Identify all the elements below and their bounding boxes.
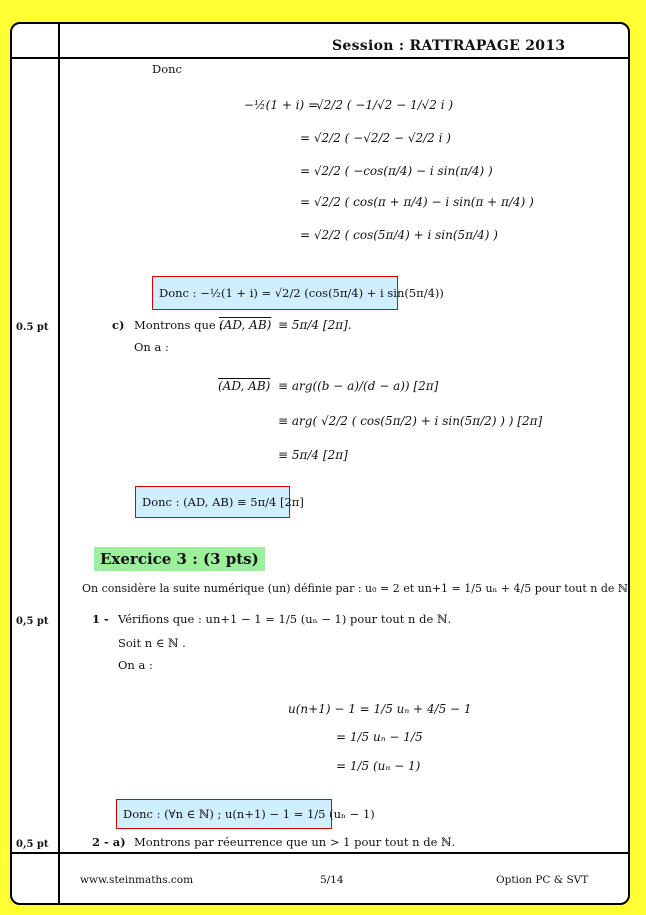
arg-row1: ≡ arg((b − a)/(d − a)) [2π]	[278, 379, 439, 393]
q1-text: Vérifions que : un+1 − 1 = 1/5 (uₙ − 1) pour tout n de ℕ.	[118, 612, 452, 626]
points-q1: 0,5 pt	[16, 616, 49, 627]
points-q2: 0,5 pt	[16, 839, 49, 850]
arg-lhs: (AD, AB)	[218, 379, 271, 393]
q2-text: Montrons par réeurrence que un > 1 pour tout n de ℕ.	[134, 835, 456, 849]
result-box-2: Donc : (AD, AB) ≡ 5π/4 [2π]	[135, 486, 290, 518]
c-text: Montrons que :	[134, 318, 224, 332]
result-box-1: Donc : −½(1 + i) = √2/2 (cos(5π/4) + i sin(5π/4))	[152, 276, 398, 310]
footer-divider	[12, 852, 628, 854]
eq1-row4: = √2/2 ( cos(π + π/4) − i sin(π + π/4) )	[300, 195, 534, 209]
exercise-title: Exercice 3 : (3 pts)	[94, 547, 265, 571]
points-c: 0.5 pt	[16, 322, 49, 333]
seq-row3: = 1/5 (uₙ − 1)	[336, 759, 421, 773]
seq-row2: = 1/5 uₙ − 1/5	[336, 730, 423, 744]
c-rhs: ≡ 5π/4 [2π].	[278, 318, 352, 332]
margin-divider	[58, 24, 60, 903]
c-angle: (AD, AB)	[219, 318, 272, 332]
footer-option: Option PC & SVT	[496, 874, 589, 886]
arg-row2: ≡ arg( √2/2 ( cos(5π/2) + i sin(5π/2) ) ) [2π]	[278, 414, 543, 428]
exam-page	[10, 22, 630, 905]
eq1-row1: √2/2 ( −1/√2 − 1/√2 i )	[316, 98, 454, 112]
header-divider	[12, 57, 628, 59]
eq1-row3: = √2/2 ( −cos(π/4) − i sin(π/4) )	[300, 164, 493, 178]
q1-label: 1 -	[92, 612, 109, 626]
on-a-2: On a :	[118, 658, 153, 672]
seq-row1: u(n+1) − 1 = 1/5 uₙ + 4/5 − 1	[288, 702, 472, 716]
session-title: Session : RATTRAPAGE 2013	[332, 38, 566, 54]
soit-line: Soit n ∈ ℕ .	[118, 636, 186, 650]
footer-page: 5/14	[320, 874, 344, 886]
eq1-row2: = √2/2 ( −√2/2 − √2/2 i )	[300, 131, 451, 145]
done-word: Donc	[152, 62, 182, 76]
exercise-intro: On considère la suite numérique (un) définie par : u₀ = 2 et un+1 = 1/5 uₙ + 4/5 pour tout n de ℕ	[82, 582, 628, 595]
on-a-1: On a :	[134, 340, 169, 354]
q2-label: 2 - a)	[92, 835, 126, 849]
result-box-3: Donc : (∀n ∈ ℕ) ; u(n+1) − 1 = 1/5 (uₙ − 1)	[116, 799, 332, 829]
eq1-lhs: −½(1 + i) =	[244, 98, 319, 112]
c-label: c)	[112, 318, 125, 332]
arg-row3: ≡ 5π/4 [2π]	[278, 448, 348, 462]
eq1-row5: = √2/2 ( cos(5π/4) + i sin(5π/4) )	[300, 228, 498, 242]
footer-site[interactable]: www.steinmaths.com	[80, 874, 194, 886]
